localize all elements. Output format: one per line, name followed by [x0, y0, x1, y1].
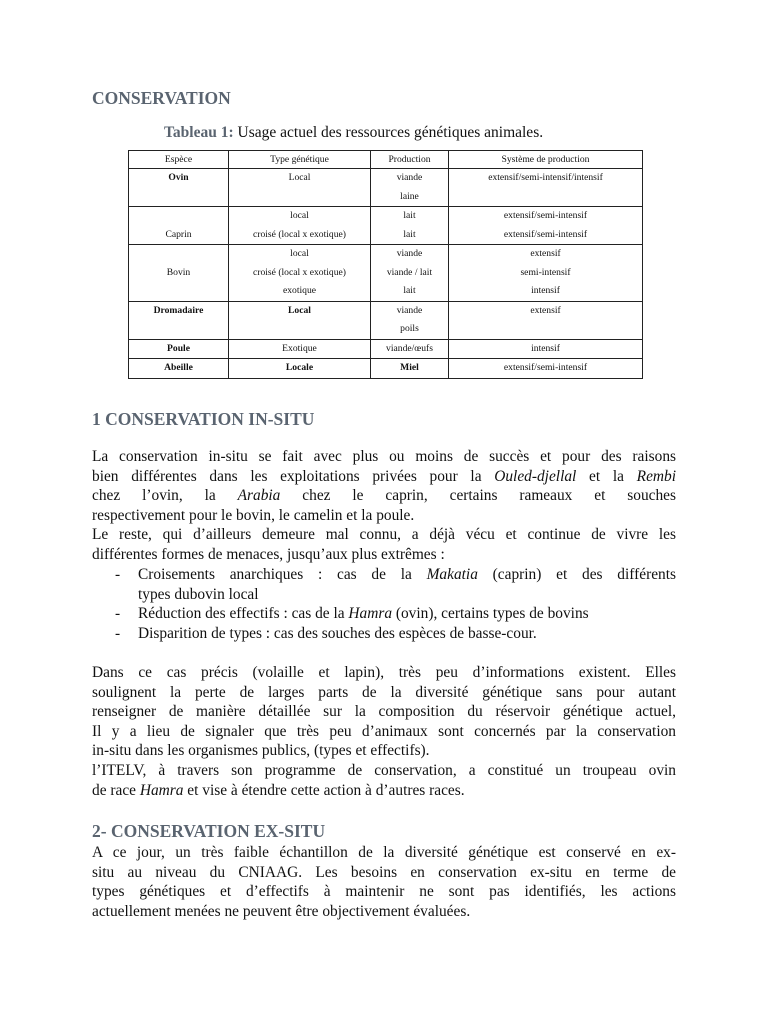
- header-systeme: Système de production: [449, 151, 643, 169]
- table-row: [129, 301, 643, 339]
- table-caption-label: Tableau 1:: [164, 124, 234, 141]
- header-espece: Espèce: [129, 151, 229, 169]
- table-row: [129, 339, 643, 359]
- cell-espece: Poule: [129, 339, 229, 359]
- cell-type: local croisé (local x exotique) exotique: [229, 245, 371, 302]
- cell-systeme: extensif/semi-intensif/intensif: [449, 169, 643, 207]
- list-item: - Croisements anarchiques : cas de la Makatia (caprin) et des différents types dubovin local: [115, 566, 676, 603]
- heading-conservation: CONSERVATION: [92, 88, 231, 108]
- paragraph-threats: Le reste, qui d’ailleurs demeure mal connu, a déjà vécu et continue de vivre les différentes formes de menaces, jusqu’aux plus extrêmes :: [92, 526, 676, 563]
- heading-in-situ: 1 CONSERVATION IN-SITU: [92, 409, 315, 429]
- cell-production: Miel: [371, 359, 449, 379]
- table-row: [129, 207, 643, 245]
- cell-type: Exotique: [229, 339, 371, 359]
- header-production: Production: [371, 151, 449, 169]
- threats-list: [92, 565, 676, 643]
- cell-espece: Bovin: [129, 245, 229, 302]
- cell-production: lait lait: [371, 207, 449, 245]
- paragraph-in-situ-intro: La conservation in-situ se fait avec plus ou moins de succès et pour des raisons bien différentes dans les exploitations privées pour la Ouled-djellal et la Rembi chez l’ovin, la Arabia chez le caprin, certains rameaux et souches respectivement pour le bovin, le camelin et la poule.: [92, 448, 676, 524]
- table-caption-text: Usage actuel des ressources génétiques animales.: [233, 124, 544, 141]
- cell-type: Local: [229, 301, 371, 339]
- table-row: [129, 359, 643, 379]
- resources-table: [128, 150, 643, 379]
- header-type: Type génétique: [229, 151, 371, 169]
- cell-production: viande viande / lait lait: [371, 245, 449, 302]
- paragraph-ex-situ: A ce jour, un très faible échantillon de la diversité génétique est conservé en ex- situ au niveau du CNIAAG. Les besoins en conservation ex-situ en terme de types génétiques et d’effectifs à maintenir ne sont pas identifiés, les actions actuellement menées ne peuvent être objectivement évaluées.: [92, 844, 676, 920]
- cell-systeme: intensif: [449, 339, 643, 359]
- cell-espece: Dromadaire: [129, 301, 229, 339]
- table-header-row: [129, 151, 643, 169]
- table-row: [129, 169, 643, 207]
- cell-espece: Ovin: [129, 169, 229, 207]
- cell-espece: Abeille: [129, 359, 229, 379]
- table-caption: [164, 124, 543, 142]
- cell-espece: Caprin: [129, 207, 229, 245]
- paragraph-details: Dans ce cas précis (volaille et lapin), très peu d’informations existent. Elles soulignent la perte de larges parts de la diversité génétique sans pour autant renseigner de manière détaillée sur la composition du réservoir génétique actuel, Il y a lieu de signaler que très peu d’animaux sont concernés par la conservation in-situ dans les organismes publics, (types et effectifs). l’ITELV, à travers son programme de conservation, a constitué un troupeau ovin de race Hamra et vise à étendre cette action à d’autres races.: [92, 664, 676, 799]
- cell-type: Locale: [229, 359, 371, 379]
- cell-systeme: extensif semi-intensif intensif: [449, 245, 643, 302]
- cell-type: local croisé (local x exotique): [229, 207, 371, 245]
- list-item: - Disparition de types : cas des souches des espèces de basse-cour.: [115, 624, 537, 642]
- cell-production: viande laine: [371, 169, 449, 207]
- cell-production: viande poils: [371, 301, 449, 339]
- cell-production: viande/œufs: [371, 339, 449, 359]
- heading-ex-situ: 2- CONSERVATION EX-SITU: [92, 821, 326, 841]
- cell-systeme: extensif/semi-intensif: [449, 359, 643, 379]
- list-item: - Réduction des effectifs : cas de la Hamra (ovin), certains types de bovins: [115, 605, 589, 623]
- cell-systeme: extensif/semi-intensif extensif/semi-intensif: [449, 207, 643, 245]
- cell-systeme: extensif: [449, 301, 643, 339]
- cell-type: Local: [229, 169, 371, 207]
- table-row: [129, 245, 643, 302]
